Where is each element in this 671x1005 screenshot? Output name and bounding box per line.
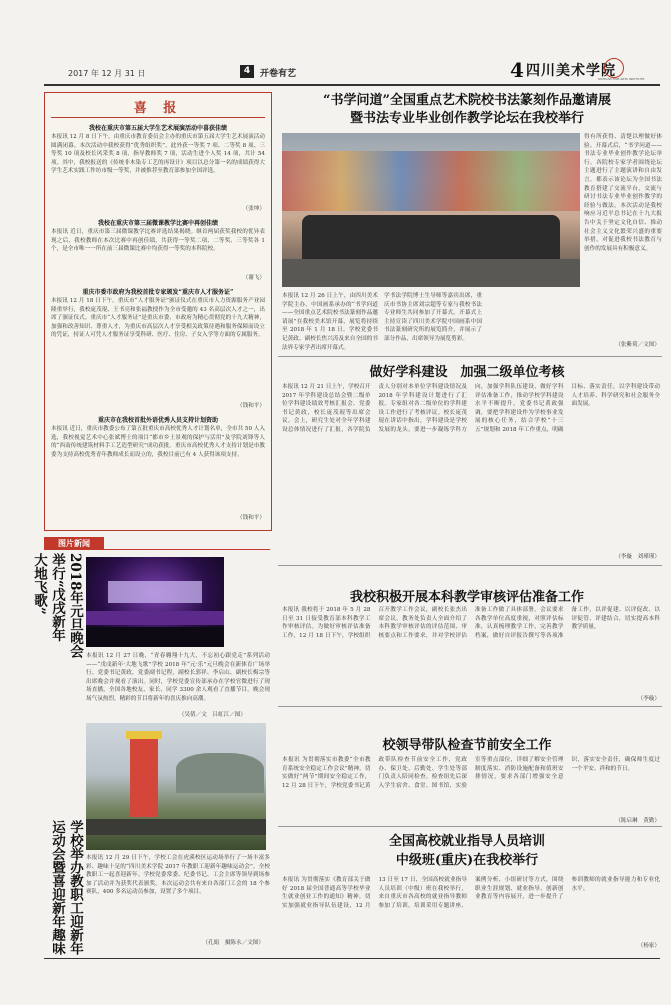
section-name: 开卷有艺: [260, 69, 297, 79]
main-title-line2: 暨书法专业毕业创作教学论坛在我校举行: [349, 111, 584, 126]
art2-sign: （李璇 刘瑾瑾）: [615, 554, 660, 560]
main-title-line1: “书学问道”全国重点艺术院校书法篆刻作品邀请展: [323, 93, 611, 108]
divider-2: [278, 565, 662, 566]
art5-title-line2: 中级班(重庆)在我校举行: [395, 853, 539, 868]
xibao-item-2-body: 本报讯 近日，重庆市第三届微课教学比赛评选结果揭晓。继首两届获奖我校的优异表现之后，我校教师在本次比赛中再创佳绩，共获得一等奖二项、二等奖、三等奖各 1 个，是全市唯一一所在前三届微课比赛中均获得一等奖的本科院校。: [51, 229, 265, 253]
xibao-item-1-body: 本报讯 12 月 8 日下午，由重庆市教育委员会主办的重庆市第五届大学生艺术展演活动圆满闭幕。本次活动中我校获得“优秀组织奖”，此外获一等奖 7 项、二等奖 8 项、三等奖 10 项及校长风采奖 8 项，指导教师奖 7 项，活动生进个人奖 14 项，共计 54 项。其中，我校报送的《传统非木染专工艺的再设计》项目以总分第一名的成绩获得大学生艺术实践工作坊市级一等奖，并被推荐至教育部参加全国评选。: [51, 134, 265, 175]
divider-1: [278, 356, 662, 357]
art4-title: 校领导带队检查节前安全工作: [382, 738, 552, 753]
picnews-rule: [104, 549, 270, 550]
gala-photo: [86, 557, 224, 647]
art2-body: 本报讯 12 月 21 日上午，学校召开 2017 年学科建设总结会暨二级单位学科建设绩效考核汇报会。党委书记黄政，校长庞茂琨等出席会议。会上，研究生处对全年学科建设总体情况进行了汇报，各学院负责人分别对本单位学科建设情况及 2018 年学科建设计划进行了汇报。专家组对各二级单位的学科建设工作进行了考核评议。校长庞茂琨在讲话中指出，学科建设是学校发展的龙头，要进一步凝练学科方向，加强学科队伍建设，做好学科评估准备工作，推动学校学科建设水平不断提升。党委书记黄政强调，要把学科建设作为学校事业发展的核心任务，结合学校“十三五”规划和 2018 年工作重点，明确目标、落实责任，以学科建设带动人才培养、科学研究和社会服务全面发展。: [282, 384, 660, 433]
xibao-item-1-title: 我校在重庆市第五届大学生艺术展演活动中喜获佳绩: [88, 125, 227, 132]
main-col-a: 本报讯 12 月 26 日上午，由四川美术学院主办，中国画系承办的“书学问道——全国重点艺术院校书法篆刻作品邀请展”在我校美术馆开幕，展览将持续至 2018 年 1 月 18 日。学校党委书记黄政、副校长焦兴涛及来自全国的书法界专家学者出席开幕式。: [282, 293, 378, 351]
art3-title: 我校积极开展本科教学审核评估准备工作: [349, 590, 584, 605]
xibao-item-3-body: 本报讯 12 月 18 日下午，重庆市“人才服务证”颁证仪式在重庆市人力资源服务产业园隆重举行，我校庞茂琨、王书亮和张福教授作为全市受邀的 43 名高层次人才之一，出席了颁证仪式。重庆市“人才服务证”是重庆市委、市政府为精心贯彻党的十九大精神，加强和改善知识、尊重人才，为重庆市高层次人才享受相关政策待遇和服务保障而设立的凭证，持证人可凭人才服务证享受科研、医疗、住房、子女入学等方面的专属服务。: [51, 298, 265, 339]
arch-banner: [130, 731, 158, 817]
xibao-title: 喜 报: [133, 101, 183, 116]
story1-vertical-title: 2018年元旦晚会举行“戊戌新年 大地飞歌”: [31, 553, 83, 659]
art5-sign: （杨家）: [637, 943, 660, 949]
exhibition-group-photo: [282, 133, 580, 287]
story1-sign: （吴倩／文 吕虹江／图）: [178, 712, 246, 718]
main-sign: （张紫荷／文图）: [615, 342, 660, 348]
group-people: [302, 215, 560, 259]
stage-screen: [108, 581, 202, 603]
story2-vertical-title: 学校举办教职工迎新年运动会暨喜迎新年趣味: [49, 820, 83, 955]
xibao-item-4-title: 重庆市在我校首批外语优秀人员支持计划资助: [97, 417, 218, 424]
divider-4: [278, 826, 662, 827]
header-date: 2017 年 12 月 31 日: [68, 69, 146, 78]
xibao-item-4-sign: （钱和平）: [237, 515, 265, 521]
xibao-item-1-sign: （张坤）: [242, 206, 265, 212]
art5-body: 本报讯 为贯彻落实《教育部关于做好 2018 届全国普通高等学校毕业生就业创业工作的通知》精神，切实加强就业指导队伍建设，12 月 13 日至 17 日，全国高校就业指导人员培训（中级）班在我校举行，来自重庆市各高校的就业指导教师参加了培训。培训采用专题讲座、案例分析、小组研讨等方式，围绕职业生涯规划、就业指导、创新创业教育等内容展开，进一步提升了参训教师的就业指导能力和专业化水平。: [282, 877, 660, 909]
main-col-b: 学书法学院博士生导师等嘉宾出席，重庆市书协主席刘宗超等专家与我校书法专业师生共同参加了开幕式。开幕式上主持宣读了四川美术学院中国画系中国书法篆刻研究所的展览简介，并展示了部分作品，出席领导为展览剪彩。: [384, 293, 482, 342]
art2-title: 做好学科建设 加强二级单位考核: [369, 365, 565, 380]
art4-sign: （陈启琳 黄勤）: [615, 818, 660, 824]
divider-3: [278, 706, 662, 707]
masthead: [510, 58, 650, 82]
masthead-subtitle: SICHUAN FINE ARTS INSTITUTE: [598, 77, 645, 81]
graffiti-wall: [282, 151, 580, 211]
stage-floor: [86, 611, 224, 625]
masthead-title: 四川美术学院: [526, 63, 616, 79]
xibao-item-3-title: 重庆市委市政府为我校首批专家颁发“重庆市人才服务证”: [82, 289, 234, 296]
art4-body: 本报讯 为贯彻落实市教委“全市教育系统安全稳定工作会议”精神，切实做好“两节”期间安全稳定工作，12 月 28 日下午，学校党委书记黄政带队检查节前安全工作，党政办、保卫处、后勤处、学生处等部门负责人陪同检查。检查组先后深入学生宿舍、食堂、图书馆、实验室等重点部位，详细了解安全管理制度落实、消防设施配备和值班安排情况，要求各部门增强安全意识，落实安全责任，确保师生度过一个平安、祥和的节日。: [282, 757, 660, 789]
story1-body: 本报讯 12 月 27 日晚，“青春翱翔十九大，不忘初心跟党走”系列活动——“戊戌新年·大地飞歌”学校 2018 年“元·乐”元旦晚会在新体育广场举行。党委书记黄政，党委副书记程，副校长郭祥、李启山、副校长梅宗等出席晚会并观看了演出。同时，学校党委宣传部承办在学校官微进行了现场直播，全国各地校友、家长、同学 3300 余人观看了直播节目。晚会现场气氛热烈，精彩的节目将新年的喜庆推向高潮。: [86, 653, 270, 702]
art5-title-line1: 全国高校就业指导人员培训: [388, 834, 545, 849]
trees: [176, 753, 264, 793]
story2-body: 本报讯 12 月 29 日下午，学校工会在虎溪校区运动场举行了一场丰富多彩、趣味十足的“四川美术学院 2017 年教职工迎新年趣味运动会”，全校教职工一起喜迎新年。学校党委常委、纪委书记、工会主席等领导到场参加了活动并为获奖代表颁奖。本次运动会共有来自各部门工会的 18 个参赛队，400 多名运动员参加，设置了多个项目。: [86, 855, 270, 896]
art3-sign: （李璇）: [637, 696, 660, 702]
xibao-item-3-sign: （钱和平）: [237, 403, 265, 409]
xibao-item-4-body: 本报讯 近日，重庆市教委公布了第五批重庆市高校优秀人才计划名单，全市共 50 人入选，我校视觉艺术中心张斌博士的项目“都市乡土景观的保护与活用”及学院刘锋等人的“西南传统建筑材料手工艺造型研究”成功获批。重庆市高校优秀人才支持计划是市教委为支持高校优秀青年教师成长而设立的，我校目前已有 4 人获得该项支持。: [51, 426, 265, 458]
xibao-item-2-sign: （谢飞）: [242, 275, 265, 281]
photo-ground: [282, 259, 580, 287]
main-col-c: 得有所获得、清楚以理做好体验。开幕式后，“书学问道——书法专业毕业创作教学论坛举行。各院校专家学者围绕论坛主题进行了主题演讲和自由发言，都表示该论坛为全国书法教育搭建了交流平台，交流与研讨书法专业毕业创作教学的经验与做法。本次活动是我校响应习近平总书记在十九大报告中关于坚定文化自信、推动社会主义文化繁荣兴盛的重要举措，对促进我校书法教育与创作的发展具有积极意义。: [584, 134, 662, 252]
sports-photo: [86, 723, 266, 850]
story2-sign: （孔娟 摄陈永／文图）: [202, 940, 264, 946]
masthead-page: 4: [510, 58, 524, 82]
art3-body: 本报讯 我校将于 2018 年 5 月 28 日至 31 日接受教育部本科教学工作审核评估。为做好审核评估准备工作，12 月 18 日下午，学校组织召开教学工作会议，副校长张杰出席会议。教务处负责人全面介绍了本科教学审核评估的评估范围、审核要点和工作要求，并对学校评估准备工作做了具体部署。会议要求各教学单位高度重视，对照评估标准，认真梳理教学工作，完善教学档案，做好自评报告撰写等各项准备工作，以评促建、以评促改、以评促管、评建结合，切实提高本科教学质量。: [282, 607, 660, 639]
arch-banner-top: [126, 731, 162, 739]
footer-rule: [44, 958, 660, 959]
school-seal-icon: [604, 58, 624, 78]
picnews-label: 图片新闻: [44, 537, 104, 550]
page-number-badge: [240, 65, 254, 78]
xibao-rule: [51, 117, 265, 118]
xibao-item-2-title: 我校在重庆市第三届微课教学比赛中再创佳绩: [97, 220, 218, 227]
page-number: 4: [243, 66, 251, 76]
header-rule: [44, 84, 660, 86]
crowd: [86, 819, 266, 835]
audience-shadow: [86, 627, 224, 647]
xibao-box: [44, 92, 272, 531]
